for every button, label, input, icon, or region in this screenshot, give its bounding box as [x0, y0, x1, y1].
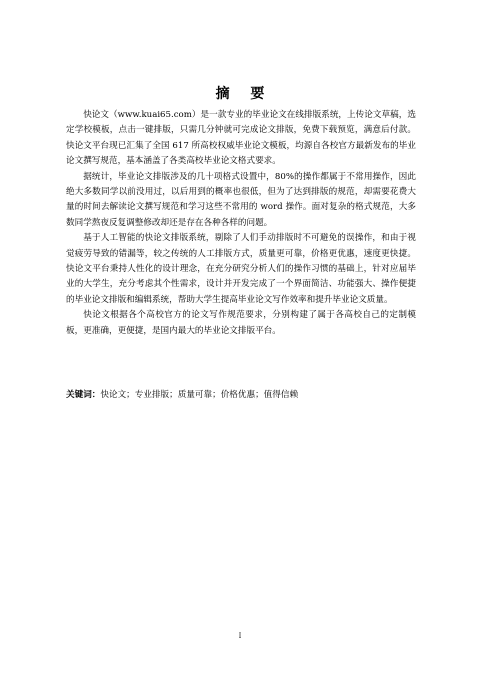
abstract-paragraph-2: 据统计，毕业论文排版涉及的几十项格式设置中，80%的操作都属于不常用操作，因此绝大多数同学以前没用过，以后用到的概率也很低，但为了达到排版的规范，却需要花费大量的时间去解读论文撰写规范和学习这些不常用的 word 操作。面对复杂的格式规范，大多数同学熬夜反复调整修改却还是存在各种各样的问题。 [66, 171, 416, 228]
keywords-line [66, 388, 416, 403]
abstract-paragraph-4: 快论文根据各个高校官方的论文写作规范要求，分别构建了属于各高校自己的定制模板，更准确，更便捷，是国内最大的毕业论文排版平台。 [66, 310, 416, 336]
abstract-body [66, 108, 416, 339]
page-title: 摘 要 [215, 86, 273, 102]
keywords-label: 关键词： [66, 390, 101, 400]
abstract-paragraph-3: 基于人工智能的快论文排版系统，剔除了人们手动排版时不可避免的误操作，和由于视觉疲劳导致的错漏等，较之传统的人工排版方式，质量更可靠，价格更优惠，速度更快捷。快论文平台秉持人性化的设计理念，在充分研究分析人们的操作习惯的基础上，针对应届毕业的大学生，充分考虑其个性需求，设计并开发完成了一个界面简洁、功能强大、操作便捷的毕业论文排版和编辑系统，帮助大学生提高毕业论文写作效率和提升毕业论文质量。 [66, 233, 416, 305]
page-number: I [238, 632, 242, 640]
keywords-text: 快论文；专业排版；质量可靠；价格优惠；值得信赖 [100, 390, 299, 400]
abstract-paragraph-1: 快论文（www.kuai65.com）是一款专业的毕业论文在线排版系统，上传论文草稿，选定学校模板，点击一键排版，只需几分钟就可完成论文排版，免费下载预览，满意后付款。快论文平台现已汇集了全国 617 所高校权威毕业论文模板，均源自各校官方最新发布的毕业论文撰写规范，基本涵盖了各类高校毕业论文格式要求。 [66, 110, 416, 167]
